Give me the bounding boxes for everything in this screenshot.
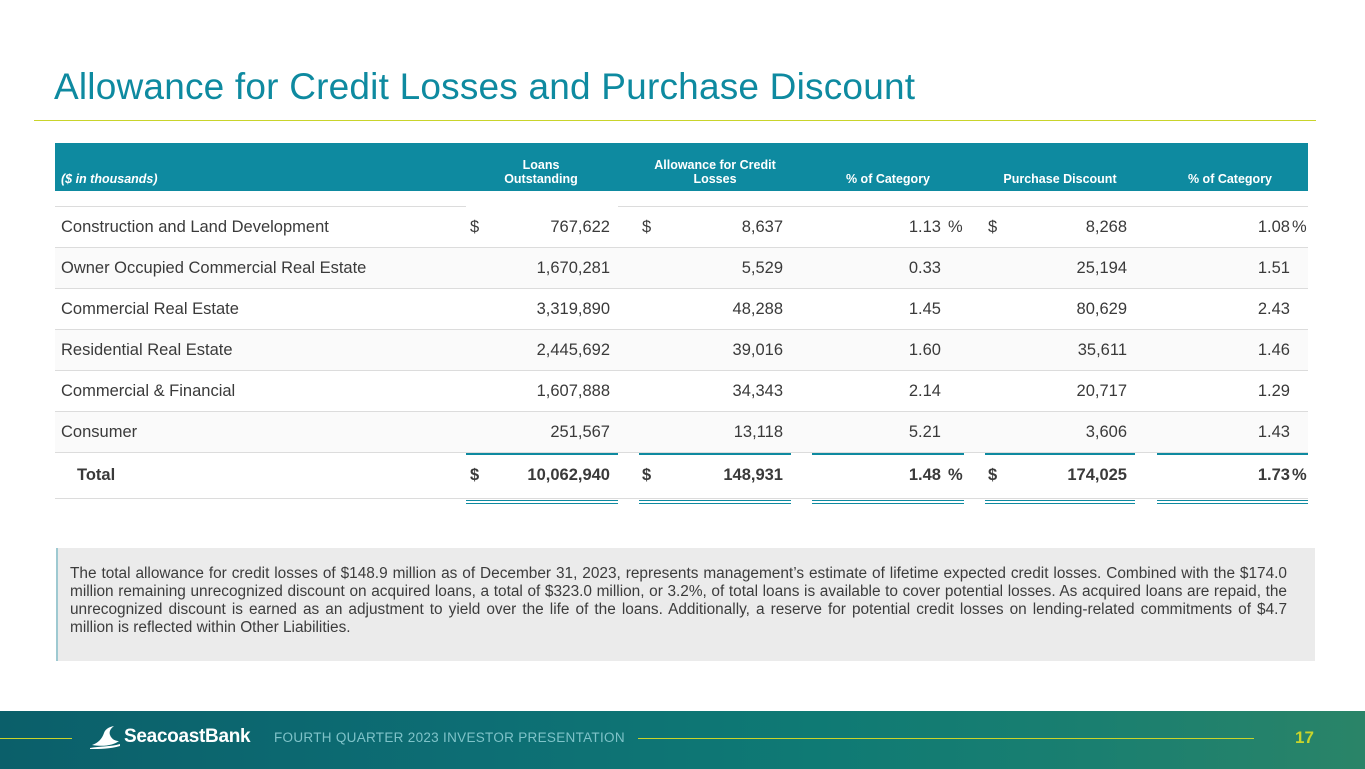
pct-category-2: 1.43 xyxy=(1257,422,1290,441)
table-row-total xyxy=(55,453,1308,499)
table-row xyxy=(55,207,1308,248)
pct-category-1: 1.13 xyxy=(908,217,941,236)
presentation-title: FOURTH QUARTER 2023 INVESTOR PRESENTATION xyxy=(274,730,625,745)
table-row xyxy=(55,248,1308,289)
footer-bar xyxy=(0,711,1365,769)
total-underline xyxy=(55,499,1308,507)
allowance-currency: $ xyxy=(642,217,652,236)
pct-category-2: 1.29 xyxy=(1257,381,1290,400)
purchase-discount: 20,717 xyxy=(1076,381,1127,400)
purchase-discount: 80,629 xyxy=(1076,299,1127,318)
total-pct-category-1: 1.48 xyxy=(908,466,941,484)
allowance-table xyxy=(55,143,1308,507)
header-loans-line2: Outstanding xyxy=(504,172,578,186)
commentary-box: The total allowance for credit losses of $148.9 million as of December 31, 2023, represents management’s estimate of lifetime expected credit losses. Combined with the $174.0 million remaining unrecognized discount on acquired loans, a total of $323.0 million, or 3.2%, of total loans is available to cover potential losses. As acquired loans are repaid, the unrecognized discount is earned as an adjustment to yield over the life of the loans. Additionally, a reserve for potential credit losses on lending-related commitments of $4.7 million is reflected within Other Liabilities. xyxy=(56,548,1315,661)
header-allowance xyxy=(640,158,790,186)
total-label: Total xyxy=(77,466,116,484)
header-unit: ($ in thousands) xyxy=(61,172,158,186)
pct-category-1: 2.14 xyxy=(908,381,941,400)
row-label: Owner Occupied Commercial Real Estate xyxy=(61,258,367,277)
total-allowance-currency: $ xyxy=(642,466,652,484)
allowance: 34,343 xyxy=(732,381,783,400)
header-purchase-discount: Purchase Discount xyxy=(1003,172,1117,186)
total-pct-category-2: 1.73 xyxy=(1257,466,1290,484)
logo-text: SeacoastBank xyxy=(124,726,251,747)
table-row xyxy=(55,289,1308,330)
pct-symbol-1: % xyxy=(948,217,963,236)
purchase-discount-currency: $ xyxy=(988,217,998,236)
loans-outstanding: 767,622 xyxy=(550,217,610,236)
loans-outstanding: 1,607,888 xyxy=(536,381,610,400)
purchase-discount: 3,606 xyxy=(1085,422,1127,441)
total-pct-symbol-1: % xyxy=(948,466,963,484)
pct-category-2: 2.43 xyxy=(1257,299,1290,318)
page-number: 17 xyxy=(1295,728,1314,747)
pct-symbol-2: % xyxy=(1292,217,1307,236)
page-title: Allowance for Credit Losses and Purchase Discount xyxy=(54,66,916,107)
table-row xyxy=(55,330,1308,371)
header-loans-line1: Loans xyxy=(522,158,560,172)
header-allowance-line1: Allowance for Credit xyxy=(654,158,776,172)
loans-outstanding: 251,567 xyxy=(550,422,610,441)
table-body xyxy=(55,207,1308,453)
row-label: Commercial Real Estate xyxy=(61,299,239,318)
total-pct-symbol-2: % xyxy=(1292,466,1307,484)
total-purchase-discount-currency: $ xyxy=(988,466,998,484)
pct-category-2: 1.08 xyxy=(1257,217,1290,236)
pct-category-1: 1.60 xyxy=(908,340,941,359)
header-pct-category-2: % of Category xyxy=(1187,172,1273,186)
loans-outstanding: 1,670,281 xyxy=(536,258,610,277)
table-row xyxy=(55,412,1308,453)
footer-rule-right xyxy=(638,738,1254,739)
header-loans-outstanding xyxy=(466,158,616,186)
row-label: Consumer xyxy=(61,422,138,441)
total-loans-outstanding: 10,062,940 xyxy=(527,466,610,484)
total-allowance: 148,931 xyxy=(723,466,783,484)
table-row xyxy=(55,371,1308,412)
purchase-discount: 25,194 xyxy=(1076,258,1127,277)
pct-category-2: 1.46 xyxy=(1257,340,1290,359)
title-divider xyxy=(34,120,1316,121)
seacoast-bank-logo xyxy=(90,723,250,751)
allowance: 8,637 xyxy=(741,217,783,236)
header-pct-category-1: % of Category xyxy=(845,172,931,186)
table-spacer xyxy=(55,191,1308,207)
table-header xyxy=(55,143,1308,191)
allowance: 5,529 xyxy=(741,258,783,277)
allowance: 13,118 xyxy=(733,422,783,441)
pct-category-2: 1.51 xyxy=(1257,258,1290,277)
pct-category-1: 5.21 xyxy=(908,422,941,441)
total-loans-currency: $ xyxy=(470,466,480,484)
purchase-discount: 35,611 xyxy=(1077,340,1127,359)
purchase-discount: 8,268 xyxy=(1085,217,1127,236)
header-allowance-line2: Losses xyxy=(693,172,737,186)
row-label: Construction and Land Development xyxy=(61,217,329,236)
allowance: 48,288 xyxy=(732,299,783,318)
total-purchase-discount: 174,025 xyxy=(1067,466,1127,484)
pct-category-1: 1.45 xyxy=(908,299,941,318)
loans-outstanding: 2,445,692 xyxy=(536,340,610,359)
pct-category-1: 0.33 xyxy=(908,258,941,277)
row-label: Residential Real Estate xyxy=(61,340,233,359)
seacoast-wave-icon xyxy=(90,725,120,749)
loans-outstanding: 3,319,890 xyxy=(536,299,610,318)
allowance: 39,016 xyxy=(732,340,783,359)
row-label: Commercial & Financial xyxy=(61,381,236,400)
loans-currency: $ xyxy=(470,217,480,236)
footer-rule-left xyxy=(0,738,72,739)
